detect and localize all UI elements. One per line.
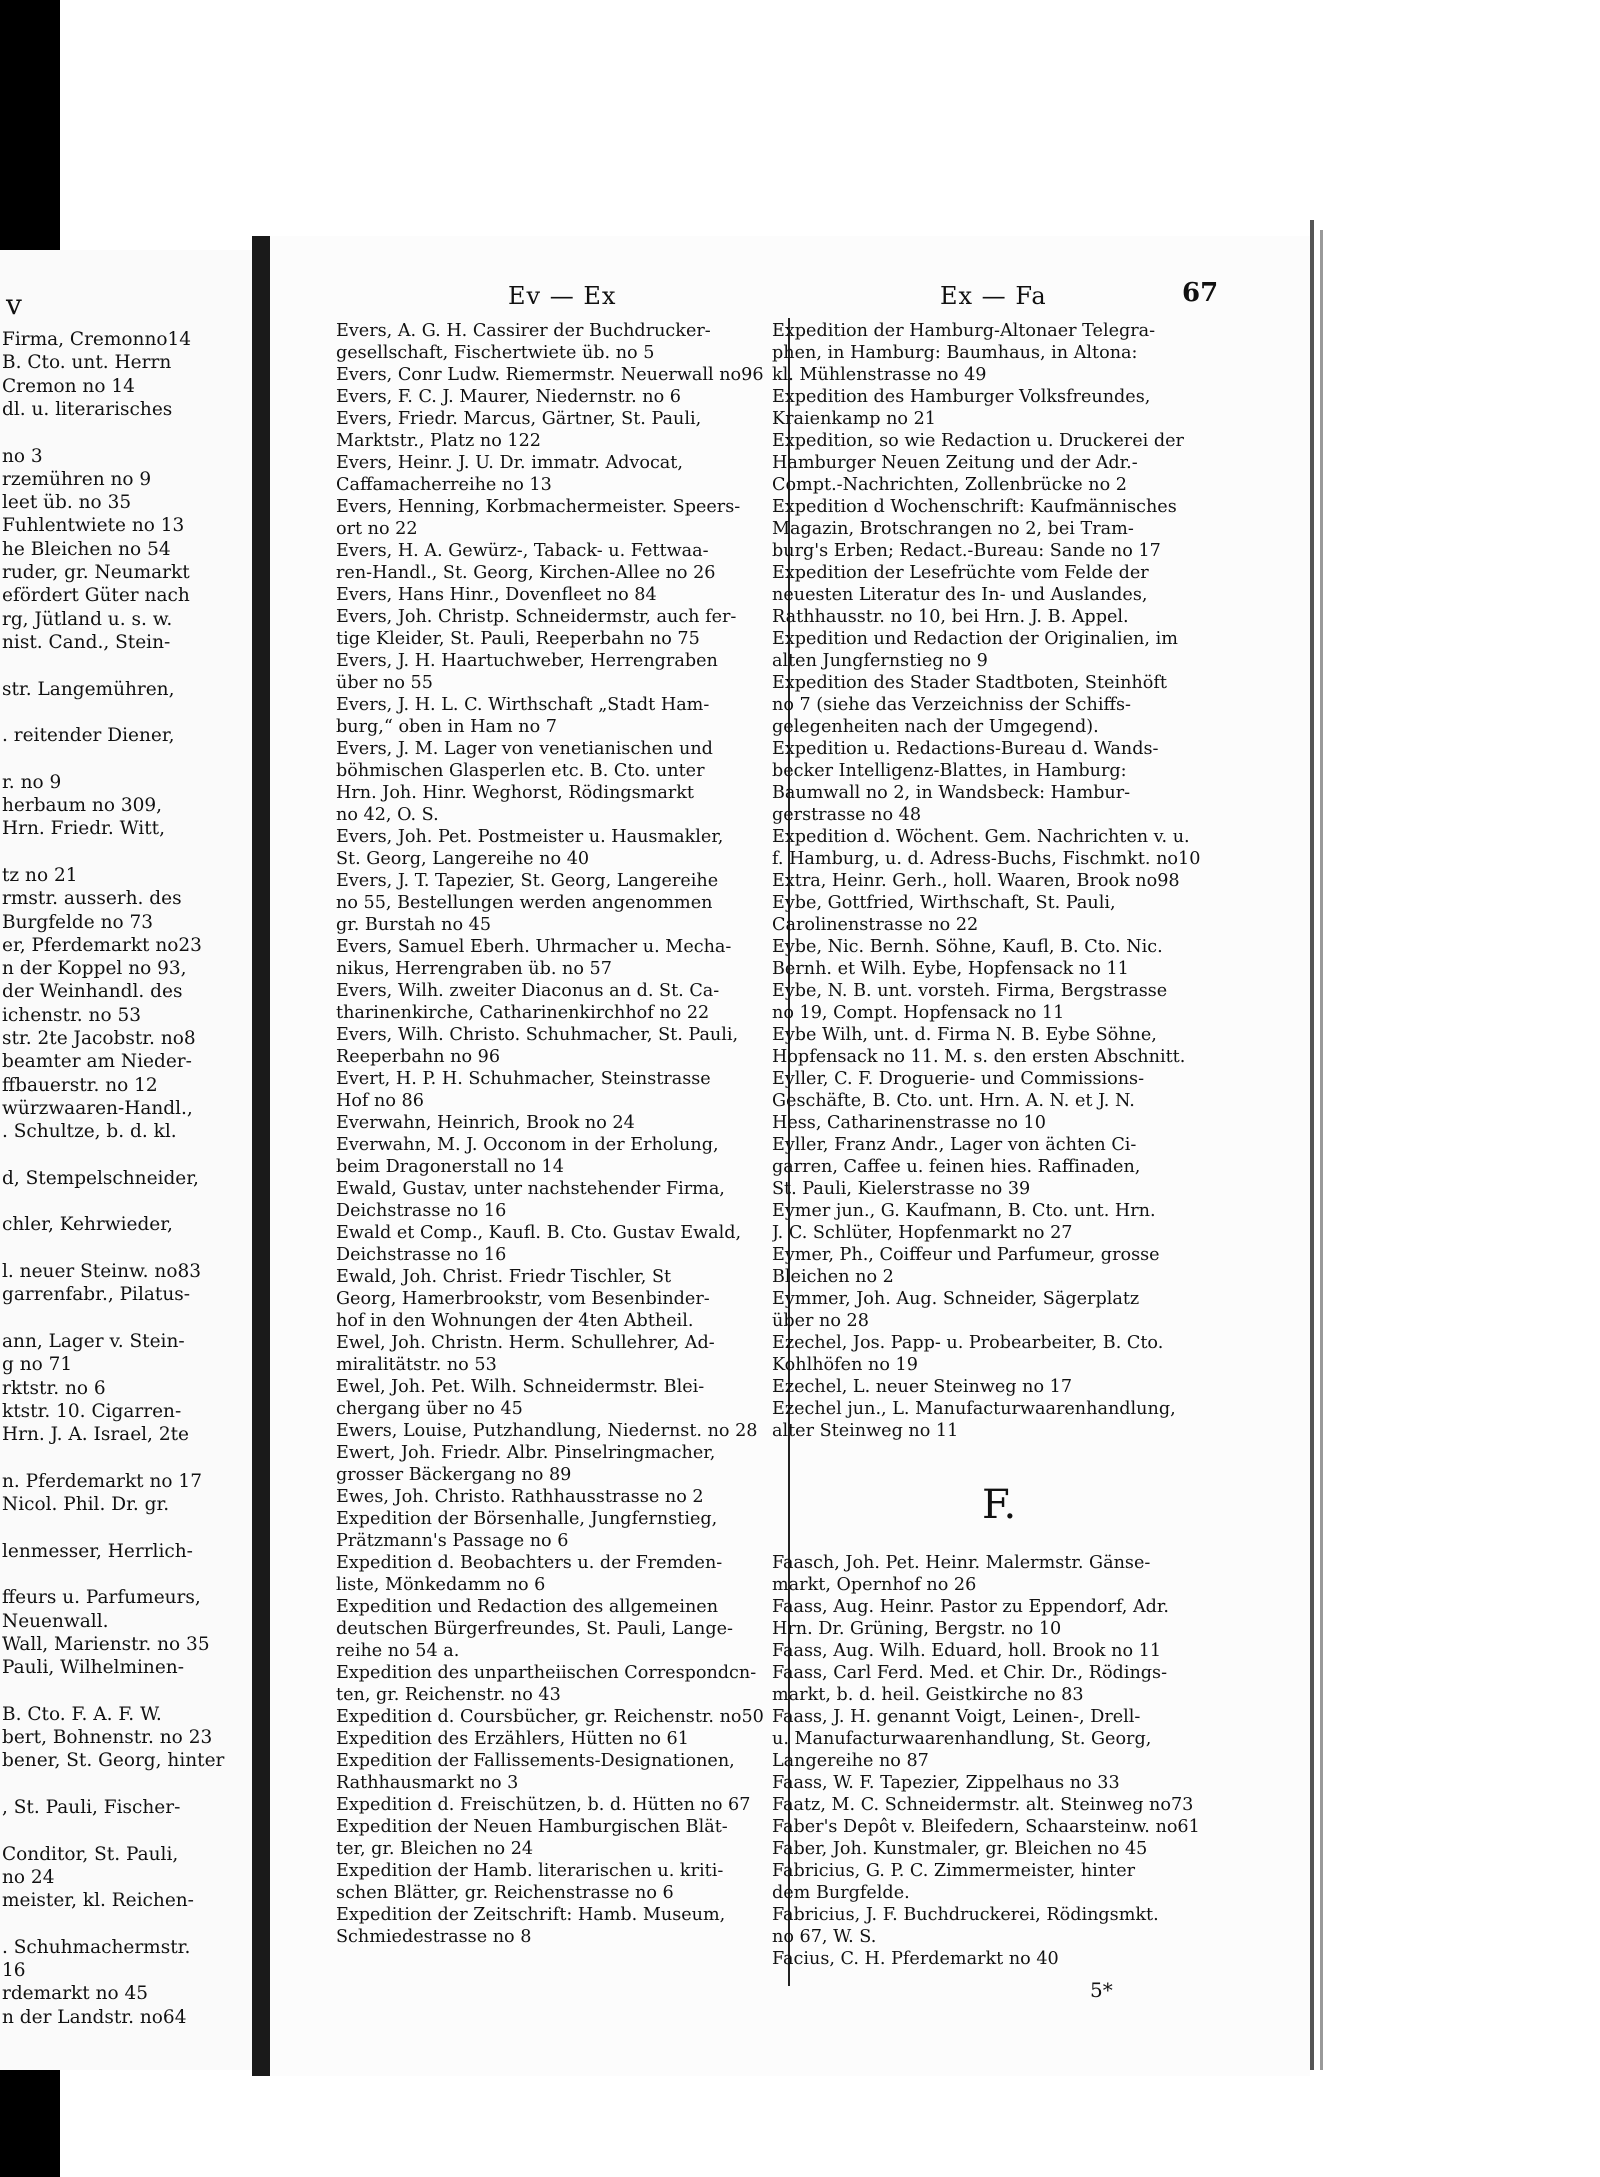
directory-entry-line: Ezechel, L. neuer Steinweg no 17 [772, 1377, 1073, 1397]
directory-entry-line: Georg, Hamerbrookstr, vom Besenbinder- [336, 1289, 710, 1309]
directory-entry-line: Reeperbahn no 96 [336, 1047, 501, 1067]
directory-entry-line: Hopfensack no 11. M. s. den ersten Abschnitt. [772, 1047, 1186, 1067]
left-page-line: nist. Cand., Stein- [2, 631, 171, 653]
directory-entry-line: Deichstrasse no 16 [336, 1201, 507, 1221]
left-page-line: str. Langemühren, [2, 678, 175, 700]
directory-entry-line: Eybe Wilh, unt. d. Firma N. B. Eybe Söhne, [772, 1025, 1157, 1045]
directory-entry-line: Hrn. Joh. Hinr. Weghorst, Rödingsmarkt [336, 783, 694, 803]
directory-entry-line: Expedition der Fallissements-Designationen, [336, 1751, 735, 1771]
directory-entry-line: Evert, H. P. H. Schuhmacher, Steinstrasse [336, 1069, 711, 1089]
directory-entry-line: Evers, Henning, Korbmachermeister. Speers- [336, 497, 741, 517]
left-page-line: d, Stempelschneider, [2, 1167, 199, 1189]
directory-column-left [336, 320, 764, 1948]
left-page-line: str. 2te Jacobstr. no8 [2, 1028, 196, 1049]
left-page-line: bener, St. Georg, hinter [2, 1750, 225, 1772]
directory-entry-line: St. Georg, Langereihe no 40 [336, 849, 590, 869]
left-page-line: , St. Pauli, Fischer- [2, 1796, 181, 1818]
directory-entry-line: ter, gr. Bleichen no 24 [336, 1839, 534, 1859]
directory-entry-line: Expedition und Redaction des allgemeinen [336, 1597, 719, 1617]
running-head-right: Ex — Fa [940, 282, 1047, 310]
directory-entry-line: Expedition der Neuen Hamburgischen Blät- [336, 1817, 728, 1837]
left-page-line: Wall, Marienstr. no 35 [2, 1633, 210, 1655]
directory-entry-line: Expedition der Lesefrüchte vom Felde der [772, 563, 1149, 583]
left-page-line: rg, Jütland u. s. w. [2, 608, 173, 630]
directory-entry-line: nikus, Herrengraben üb. no 57 [336, 959, 612, 979]
directory-entry-line: Facius, C. H. Pferdemarkt no 40 [772, 1949, 1059, 1969]
directory-entry-line: tharinenkirche, Catharinenkirchhof no 22 [336, 1003, 710, 1023]
directory-entry-line: Evers, Samuel Eberh. Uhrmacher u. Mecha- [336, 937, 732, 957]
directory-entry-line: Faber's Depôt v. Bleifedern, Schaarsteinw. no61 [772, 1817, 1200, 1837]
left-page-line: meister, kl. Reichen- [2, 1890, 194, 1912]
directory-entry-line: Eymer jun., G. Kaufmann, B. Cto. unt. Hrn. [772, 1201, 1156, 1221]
directory-entry-line: Langereihe no 87 [772, 1751, 929, 1771]
left-page-line: r. no 9 [2, 771, 62, 793]
directory-entry-line: no 7 (siehe das Verzeichniss der Schiffs- [772, 695, 1131, 715]
directory-entry-line: Expedition des unpartheiischen Correspondcn- [336, 1663, 757, 1683]
directory-entry-line: Faass, W. F. Tapezier, Zippelhaus no 33 [772, 1773, 1120, 1793]
directory-entry-line: Evers, Friedr. Marcus, Gärtner, St. Pauli, [336, 409, 702, 429]
directory-entry-line: Kohlhöfen no 19 [772, 1355, 918, 1375]
left-page-line: beamter am Nieder- [2, 1051, 192, 1073]
directory-entry-line: über no 28 [772, 1311, 869, 1331]
directory-entry-line: Faass, Aug. Heinr. Pastor zu Eppendorf, Adr. [772, 1597, 1169, 1617]
left-page-line: ktstr. 10. Cigarren- [2, 1400, 182, 1422]
directory-entry-line: Expedition der Hamb. literarischen u. kriti- [336, 1861, 724, 1881]
directory-entry-line: markt, b. d. heil. Geistkirche no 83 [772, 1685, 1084, 1705]
directory-entry-line: Carolinenstrasse no 22 [772, 915, 979, 935]
directory-entry-line: Evers, Joh. Pet. Postmeister u. Hausmakler, [336, 827, 724, 847]
directory-entry-line: über no 55 [336, 673, 433, 693]
left-page-fragment [0, 250, 252, 2070]
directory-entry-line: Compt.-Nachrichten, Zollenbrücke no 2 [772, 475, 1127, 495]
left-page-line: tz no 21 [2, 864, 78, 886]
running-head-left: Ev — Ex [508, 282, 617, 310]
left-page-line: n der Landstr. no64 [2, 2006, 187, 2028]
directory-entry-line: Evers, H. A. Gewürz-, Taback- u. Fettwaa- [336, 541, 709, 561]
left-page-line: n der Koppel no 93, [2, 958, 187, 980]
directory-entry-line: Everwahn, Heinrich, Brook no 24 [336, 1113, 635, 1133]
directory-entry-line: Hrn. Dr. Grüning, Bergstr. no 10 [772, 1619, 1062, 1639]
directory-entry-line: Eybe, N. B. unt. vorsteh. Firma, Bergstrasse [772, 981, 1168, 1001]
directory-entry-line: Eymer, Ph., Coiffeur und Parfumeur, grosse [772, 1245, 1160, 1265]
directory-entry-line: Evers, A. G. H. Cassirer der Buchdrucker- [336, 321, 711, 341]
directory-entry-line: Bernh. et Wilh. Eybe, Hopfensack no 11 [772, 959, 1129, 979]
left-page-line: Burgfelde no 73 [2, 911, 154, 933]
left-page-line: no 24 [2, 1866, 55, 1888]
directory-entry-line: Expedition des Hamburger Volksfreundes, [772, 387, 1151, 407]
left-page-line: bert, Bohnenstr. no 23 [2, 1727, 213, 1748]
directory-entry-line: no 42, O. S. [336, 805, 439, 825]
directory-entry-line: Ewert, Joh. Friedr. Albr. Pinselringmacher, [336, 1443, 716, 1463]
directory-entry-line: garren, Caffee u. feinen hies. Raffinaden, [772, 1157, 1141, 1177]
directory-entry-line: Schmiedestrasse no 8 [336, 1927, 532, 1947]
directory-entry-line: böhmischen Glasperlen etc. B. Cto. unter [336, 761, 705, 781]
directory-entry-line: kl. Mühlenstrasse no 49 [772, 365, 987, 385]
directory-entry-line: Evers, J. H. Haartuchweber, Herrengraben [336, 651, 718, 671]
directory-entry-line: Ezechel, Jos. Papp- u. Probearbeiter, B. Cto. [772, 1333, 1164, 1353]
directory-entry-line: gr. Burstah no 45 [336, 915, 492, 935]
directory-entry-line: gelegenheiten nach der Umgegend). [772, 717, 1099, 737]
directory-entry-line: Faass, Carl Ferd. Med. et Chir. Dr., Rödings- [772, 1663, 1168, 1683]
book-gutter [252, 236, 270, 2076]
directory-entry-line: Eyller, Franz Andr., Lager von ächten Ci- [772, 1135, 1137, 1155]
directory-entry-line: Eybe, Gottfried, Wirthschaft, St. Pauli, [772, 893, 1116, 913]
directory-entry-line: Expedition, so wie Redaction u. Druckerei der [772, 431, 1184, 451]
page-edge [1310, 220, 1314, 2070]
left-page-line: rdemarkt no 45 [2, 1983, 149, 2005]
left-page-line: chler, Kehrwieder, [2, 1214, 173, 1236]
left-page-line: ffeurs u. Parfumeurs, [2, 1587, 201, 1609]
directory-entry-line: Fabricius, G. P. C. Zimmermeister, hinter [772, 1861, 1136, 1881]
directory-entry-line: Faasch, Joh. Pet. Heinr. Malermstr. Gänse- [772, 1553, 1151, 1573]
directory-entry-line: Expedition d Wochenschrift: Kaufmännisches [772, 497, 1177, 517]
left-page-line: Conditor, St. Pauli, [2, 1843, 179, 1865]
directory-entry-line: Eybe, Nic. Bernh. Söhne, Kaufl, B. Cto. Nic. [772, 937, 1163, 957]
directory-entry-line: Faass, Aug. Wilh. Eduard, holl. Brook no 11 [772, 1641, 1162, 1661]
left-page-line: Hrn. J. A. Israel, 2te [2, 1424, 189, 1446]
directory-entry-line: Faatz, M. C. Schneidermstr. alt. Steinweg no73 [772, 1795, 1194, 1815]
directory-entry-line: Prätzmann's Passage no 6 [336, 1531, 569, 1551]
directory-entry-line: chergang über no 45 [336, 1399, 523, 1419]
directory-entry-line: Evers, Conr Ludw. Riemermstr. Neuerwall no96 [336, 365, 764, 385]
left-page-line: er, Pferdemarkt no23 [2, 934, 202, 956]
directory-column-right [772, 320, 1200, 1970]
directory-entry-line: Caffamacherreihe no 13 [336, 475, 552, 495]
directory-entry-line: Evers, Wilh. Christo. Schuhmacher, St. Pauli, [336, 1025, 739, 1045]
signature-mark: 5* [1090, 1978, 1113, 2002]
left-page-line: Nicol. Phil. Dr. gr. [2, 1494, 170, 1515]
left-page-line: würzwaaren-Handl., [2, 1097, 193, 1119]
directory-entry-line: Kraienkamp no 21 [772, 409, 937, 429]
left-page-line: garrenfabr., Pilatus- [2, 1284, 190, 1306]
directory-entry-line: Faber, Joh. Kunstmaler, gr. Bleichen no 45 [772, 1839, 1148, 1859]
directory-entry-line: Deichstrasse no 16 [336, 1245, 507, 1265]
directory-entry-line: Evers, Hans Hinr., Dovenfleet no 84 [336, 585, 657, 605]
directory-entry-line: Baumwall no 2, in Wandsbeck: Hambur- [772, 783, 1131, 803]
directory-entry-line [772, 1442, 1200, 1464]
directory-entry-line: Evers, Joh. Christp. Schneidermstr, auch fer- [336, 607, 737, 627]
directory-entry-line: Fabricius, J. F. Buchdruckerei, Rödingsmkt. [772, 1905, 1159, 1925]
section-letter: F. [982, 1482, 1017, 1528]
left-page-line: rktstr. no 6 [2, 1377, 106, 1399]
directory-entry-line: Expedition der Börsenhalle, Jungfernstieg, [336, 1509, 718, 1529]
left-page-line: no 3 [2, 445, 43, 467]
left-page-header: v [6, 288, 22, 321]
directory-entry-line: ten, gr. Reichenstr. no 43 [336, 1685, 561, 1705]
directory-entry-line: Expedition des Stader Stadtboten, Steinhöft [772, 673, 1167, 693]
directory-entry-line: Expedition der Zeitschrift: Hamb. Museum, [336, 1905, 726, 1925]
directory-entry-line: phen, in Hamburg: Baumhaus, in Altona: [772, 343, 1138, 363]
directory-entry-line: alten Jungfernstieg no 9 [772, 651, 988, 671]
directory-entry-line: Hamburger Neuen Zeitung und der Adr.- [772, 453, 1138, 473]
left-page-line: . Schuhmachermstr. [2, 1936, 191, 1958]
left-page-line: ann, Lager v. Stein- [2, 1330, 185, 1352]
directory-entry-line: Ewers, Louise, Putzhandlung, Niedernst. no 28 [336, 1421, 758, 1441]
directory-entry-line: Evers, Wilh. zweiter Diaconus an d. St. Ca- [336, 981, 720, 1001]
directory-entry-line: grosser Bäckergang no 89 [336, 1465, 572, 1485]
left-page-line: Firma, Cremonno14 [2, 329, 192, 350]
directory-entry-line: miralitätstr. no 53 [336, 1355, 497, 1375]
directory-entry-line: liste, Mönkedamm no 6 [336, 1575, 546, 1595]
directory-entry-line: Evers, J. T. Tapezier, St. Georg, Langereihe [336, 871, 719, 891]
directory-entry-line: Marktstr., Platz no 122 [336, 431, 541, 451]
directory-entry-line: markt, Opernhof no 26 [772, 1575, 977, 1595]
directory-entry-line: burg,“ oben in Ham no 7 [336, 717, 558, 737]
left-page-line: Pauli, Wilhelminen- [2, 1657, 184, 1679]
left-page-line: herbaum no 309, [2, 795, 163, 816]
directory-entry-line: Ewald, Gustav, unter nachstehender Firma, [336, 1179, 725, 1199]
directory-entry-line: Ewes, Joh. Christo. Rathhausstrasse no 2 [336, 1487, 704, 1507]
directory-entry-line: Rathhausstr. no 10, bei Hrn. J. B. Appel. [772, 607, 1129, 627]
directory-entry-line: Ewel, Joh. Pet. Wilh. Schneidermstr. Blei- [336, 1377, 705, 1397]
directory-entry-line: J. C. Schlüter, Hopfenmarkt no 27 [772, 1223, 1073, 1243]
directory-entry-line: Expedition d. Wöchent. Gem. Nachrichten v. u. [772, 827, 1190, 847]
directory-entry-line: Evers, J. H. L. C. Wirthschaft „Stadt Ham- [336, 695, 710, 715]
directory-entry-line: f. Hamburg, u. d. Adress-Buchs, Fischmkt. no10 [772, 849, 1201, 869]
directory-entry-line: gerstrasse no 48 [772, 805, 922, 825]
directory-entry-line: Evers, Heinr. J. U. Dr. immatr. Advocat, [336, 453, 683, 473]
left-page-line: Neuenwall. [2, 1610, 109, 1632]
directory-entry-line: neuesten Literatur des In- und Auslandes, [772, 585, 1148, 605]
directory-entry-line: Ewald et Comp., Kaufl. B. Cto. Gustav Ewald, [336, 1223, 742, 1243]
directory-entry-line: reihe no 54 a. [336, 1641, 460, 1661]
left-page-line: lenmesser, Herrlich- [2, 1540, 193, 1562]
left-page-line: l. neuer Steinw. no83 [2, 1261, 202, 1282]
directory-entry-line: Faass, J. H. genannt Voigt, Leinen-, Drell- [772, 1707, 1141, 1727]
page-edge-inner [1320, 230, 1323, 2070]
left-page-line: Hrn. Friedr. Witt, [2, 818, 165, 840]
page-number: 67 [1182, 278, 1219, 308]
left-page-line: leet üb. no 35 [2, 492, 132, 514]
directory-entry-line: hof in den Wohnungen der 4ten Abtheil. [336, 1311, 694, 1331]
left-page-line: . reitender Diener, [2, 725, 175, 747]
directory-entry-line [772, 1530, 1200, 1552]
directory-entry-line: ort no 22 [336, 519, 418, 539]
left-page-line: he Bleichen no 54 [2, 538, 171, 560]
directory-entry-line: Hof no 86 [336, 1091, 424, 1111]
directory-entry-line: no 55, Bestellungen werden angenommen [336, 893, 713, 913]
directory-entry-line: no 19, Compt. Hopfensack no 11 [772, 1003, 1065, 1023]
left-page-line: der Weinhandl. des [2, 981, 183, 1003]
left-page-line: rmstr. ausserh. des [2, 888, 182, 910]
directory-entry-line: Evers, F. C. J. Maurer, Niedernstr. no 6 [336, 387, 681, 407]
directory-entry-line: Bleichen no 2 [772, 1267, 894, 1287]
directory-entry-line: u. Manufacturwaarenhandlung, St. Georg, [772, 1729, 1152, 1749]
directory-entry-line: gesellschaft, Fischertwiete üb. no 5 [336, 343, 655, 363]
directory-entry-line: no 67, W. S. [772, 1927, 877, 1947]
directory-entry-line: Extra, Heinr. Gerh., holl. Waaren, Brook no98 [772, 871, 1180, 891]
directory-entry-line: tige Kleider, St. Pauli, Reeperbahn no 75 [336, 629, 700, 649]
directory-entry-line: becker Intelligenz-Blattes, in Hamburg: [772, 761, 1127, 781]
left-page-line: g no 71 [2, 1354, 73, 1376]
directory-entry-line: Hess, Catharinenstrasse no 10 [772, 1113, 1046, 1133]
left-page-line: ffbauerstr. no 12 [2, 1074, 158, 1096]
left-page-line: dl. u. literarisches [2, 398, 173, 420]
left-page-line: ruder, gr. Neumarkt [2, 562, 190, 583]
directory-entry-line: Ewel, Joh. Christn. Herm. Schullehrer, Ad- [336, 1333, 715, 1353]
directory-entry-line: Expedition und Redaction der Originalien, im [772, 629, 1178, 649]
directory-entry-line: Expedition d. Freischützen, b. d. Hütten no 67 [336, 1795, 751, 1815]
directory-entry-line: Everwahn, M. J. Occonom in der Erholung, [336, 1135, 719, 1155]
directory-entry-line: beim Dragonerstall no 14 [336, 1157, 564, 1177]
directory-entry-line: Evers, J. M. Lager von venetianischen und [336, 739, 713, 759]
directory-entry-line: alter Steinweg no 11 [772, 1421, 959, 1441]
directory-entry-line: burg's Erben; Redact.-Bureau: Sande no 17 [772, 541, 1161, 561]
directory-entry-line: schen Blätter, gr. Reichenstrasse no 6 [336, 1883, 674, 1903]
directory-entry-line: Geschäfte, B. Cto. unt. Hrn. A. N. et J. N. [772, 1091, 1135, 1111]
directory-entry-line: Expedition des Erzählers, Hütten no 61 [336, 1729, 689, 1749]
directory-entry-line: Expedition d. Beobachters u. der Fremden- [336, 1553, 723, 1573]
left-page-line: . Schultze, b. d. kl. [2, 1121, 177, 1143]
left-page-line: 16 [2, 1960, 26, 1981]
directory-entry-line: Ewald, Joh. Christ. Friedr Tischler, St [336, 1267, 672, 1287]
directory-entry-line: Magazin, Brotschrangen no 2, bei Tram- [772, 519, 1134, 539]
directory-entry-line: Eymmer, Joh. Aug. Schneider, Sägerplatz [772, 1289, 1140, 1309]
directory-entry-line: Eyller, C. F. Droguerie- und Commissions- [772, 1069, 1145, 1089]
directory-entry-line: St. Pauli, Kielerstrasse no 39 [772, 1179, 1031, 1199]
directory-entry-line: Expedition der Hamburg-Altonaer Telegra- [772, 321, 1156, 341]
left-page-line: Cremon no 14 [2, 375, 135, 397]
directory-entry-line: Expedition u. Redactions-Bureau d. Wands- [772, 739, 1159, 759]
directory-entry-line: Ezechel jun., L. Manufacturwaarenhandlung, [772, 1399, 1176, 1419]
left-page-line: B. Cto. unt. Herrn [2, 352, 172, 374]
left-page-line: B. Cto. F. A. F. W. [2, 1703, 162, 1725]
left-page-line: Fuhlentwiete no 13 [2, 515, 185, 537]
left-page-line: ichenstr. no 53 [2, 1004, 142, 1026]
directory-entry-line: dem Burgfelde. [772, 1883, 910, 1903]
directory-entry-line: ren-Handl., St. Georg, Kirchen-Allee no 26 [336, 563, 716, 583]
left-page-line: n. Pferdemarkt no 17 [2, 1470, 202, 1492]
left-page-line: rzemühren no 9 [2, 468, 152, 490]
directory-entry-line: Expedition d. Coursbücher, gr. Reichenstr. no50 [336, 1707, 764, 1727]
directory-entry-line: deutschen Bürgerfreundes, St. Pauli, Lange- [336, 1619, 734, 1639]
directory-entry-line: Rathhausmarkt no 3 [336, 1773, 519, 1793]
left-page-line: efördert Güter nach [2, 585, 190, 607]
